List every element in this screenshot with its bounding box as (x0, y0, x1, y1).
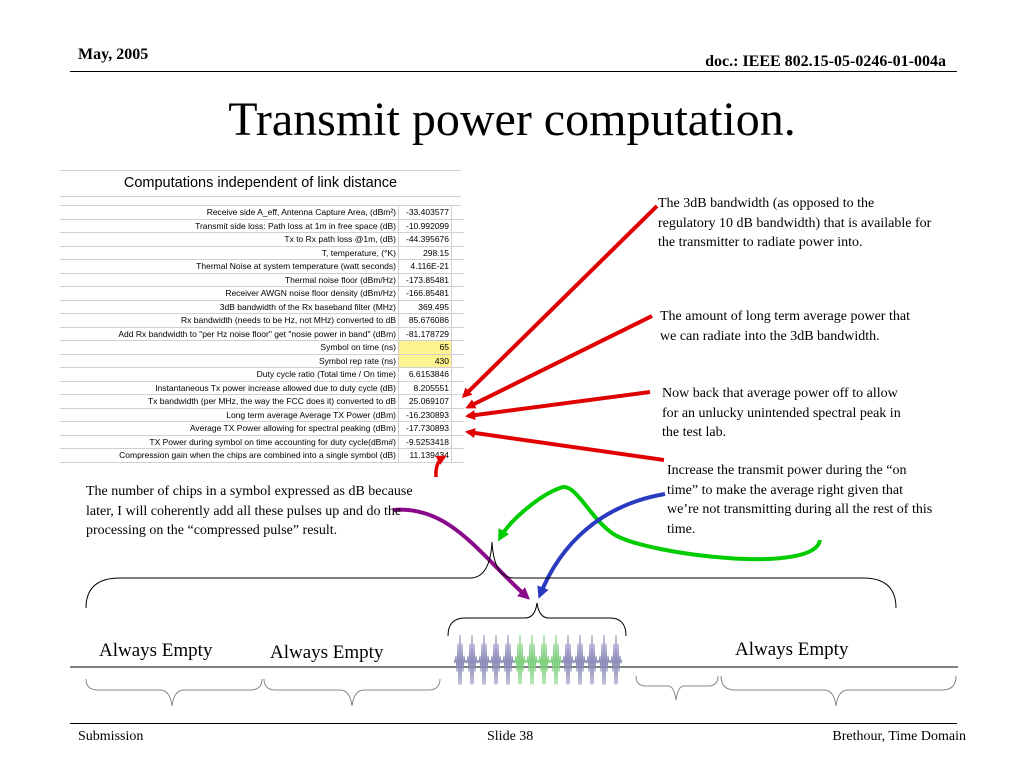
row-label: Compression gain when the chips are combined into a single symbol (dB) (60, 449, 399, 463)
pulse (598, 635, 610, 685)
row-label: Duty cycle ratio (Total time / On time) (60, 368, 399, 382)
pulse (502, 635, 514, 685)
header-doc-id: doc.: IEEE 802.15-05-0246-01-004a (705, 53, 946, 70)
empty-brace-3 (721, 676, 956, 706)
footer-submission: Submission (78, 729, 144, 744)
row-value: 4.116E-21 (399, 260, 452, 274)
row-label: Average TX Power allowing for spectral peaking (dBm) (60, 422, 399, 436)
always-empty-label: Always Empty (99, 640, 213, 661)
note-on-time: Increase the transmit power during the “on time” to make the average right given that we’re not transmitting during all the rest of this time. (667, 463, 933, 537)
row-label: Long term average Average TX Power (dBm) (60, 408, 399, 422)
note-bandwidth: The 3dB bandwidth (as opposed to the regulatory 10 dB bandwidth) that is available for the transmitter to radiate power into. (658, 196, 932, 250)
row-value: -17.730893 (399, 422, 452, 436)
row-label: Tx bandwidth (per MHz, the way the FCC does it) converted to dB (60, 395, 399, 409)
pulse (586, 635, 598, 685)
pulse (454, 635, 466, 685)
symbol-period-brace (86, 542, 896, 608)
gap-brace (636, 676, 718, 700)
always-empty-label: Always Empty (270, 642, 384, 663)
row-label: 3dB bandwidth of the Rx baseband filter (MHz) (60, 300, 399, 314)
arrow-on-time (468, 432, 664, 460)
slide-title: Transmit power computation. (228, 93, 796, 146)
spreadsheet-heading: Computations independent of link distance (60, 170, 461, 197)
note-average-power: The amount of long term average power that we can radiate into the 3dB bandwidth. (660, 309, 910, 344)
row-value: -16.230893 (399, 408, 452, 422)
row-label: Transmit side loss: Path loss at 1m in free space (dB) (60, 219, 399, 233)
row-label: Thermal Noise at system temperature (watt seconds) (60, 260, 399, 274)
row-value: -44.395676 (399, 233, 452, 247)
footer-rule (70, 723, 957, 724)
always-empty-label: Always Empty (735, 639, 849, 660)
arrow-compression (436, 457, 444, 477)
pulse (478, 635, 490, 685)
row-value: -33.403577 (399, 206, 452, 219)
row-value: 430 (399, 354, 452, 368)
row-label: TX Power during symbol on time accounting for duty cycle(dBm#) (60, 435, 399, 449)
row-value: -173.85481 (399, 273, 452, 287)
row-value: 25.069107 (399, 395, 452, 409)
row-value: 11.139434 (399, 449, 452, 463)
row-value: 85.676086 (399, 314, 452, 328)
row-value: -166.85481 (399, 287, 452, 301)
row-value: -9.5253418 (399, 435, 452, 449)
row-label: Symbol rep rate (ns) (60, 354, 399, 368)
row-label: T, temperature, (°K) (60, 246, 399, 260)
footer-author: Brethour, Time Domain (832, 729, 966, 744)
pulse (466, 635, 478, 685)
row-label: Tx to Rx path loss @1m, (dB) (60, 233, 399, 247)
row-value: 8.205551 (399, 381, 452, 395)
pulse (550, 635, 562, 685)
note-back-off: Now back that average power off to allow for an unlucky unintended spectral peak in the test lab. (662, 386, 901, 440)
empty-brace-1 (86, 679, 262, 706)
row-label: Instantaneous Tx power increase allowed due to duty cycle (dB) (60, 381, 399, 395)
pulse (562, 635, 574, 685)
row-value: 369.495 (399, 300, 452, 314)
row-label: Receiver AWGN noise floor density (dBm/Hz) (60, 287, 399, 301)
row-label: Thermal noise floor (dBm/Hz) (60, 273, 399, 287)
row-label: Receive side A_eff, Antenna Capture Area, (dBm²) (60, 206, 399, 219)
row-value: 65 (399, 341, 452, 355)
header-date: May, 2005 (78, 46, 149, 63)
pulse (574, 635, 586, 685)
pulse (526, 635, 538, 685)
arrow-average-power (468, 316, 652, 407)
note-chips: The number of chips in a symbol expressed as dB because later, I will coherently add all these pulses up and do the processing on the “compressed pulse” result. (86, 484, 413, 538)
pulse (538, 635, 550, 685)
footer-slide-number: Slide 38 (487, 729, 534, 744)
row-value: 6.6153846 (399, 368, 452, 382)
row-value: -81.178729 (399, 327, 452, 341)
pulse-brace (448, 603, 626, 636)
arrow-bandwidth (464, 206, 657, 396)
pulse (514, 635, 526, 685)
row-label: Rx bandwidth (needs to be Hz, not MHz) converted to dB (60, 314, 399, 328)
row-label: Symbol on time (ns) (60, 341, 399, 355)
empty-brace-2 (264, 679, 440, 706)
row-value: -10.992099 (399, 219, 452, 233)
pulse-train (454, 635, 622, 685)
row-label: Add Rx bandwidth to "per Hz noise floor" get "nosie power in band" (dBm) (60, 327, 399, 341)
row-value: 298.15 (399, 246, 452, 260)
pulse (490, 635, 502, 685)
pulse (610, 635, 622, 685)
